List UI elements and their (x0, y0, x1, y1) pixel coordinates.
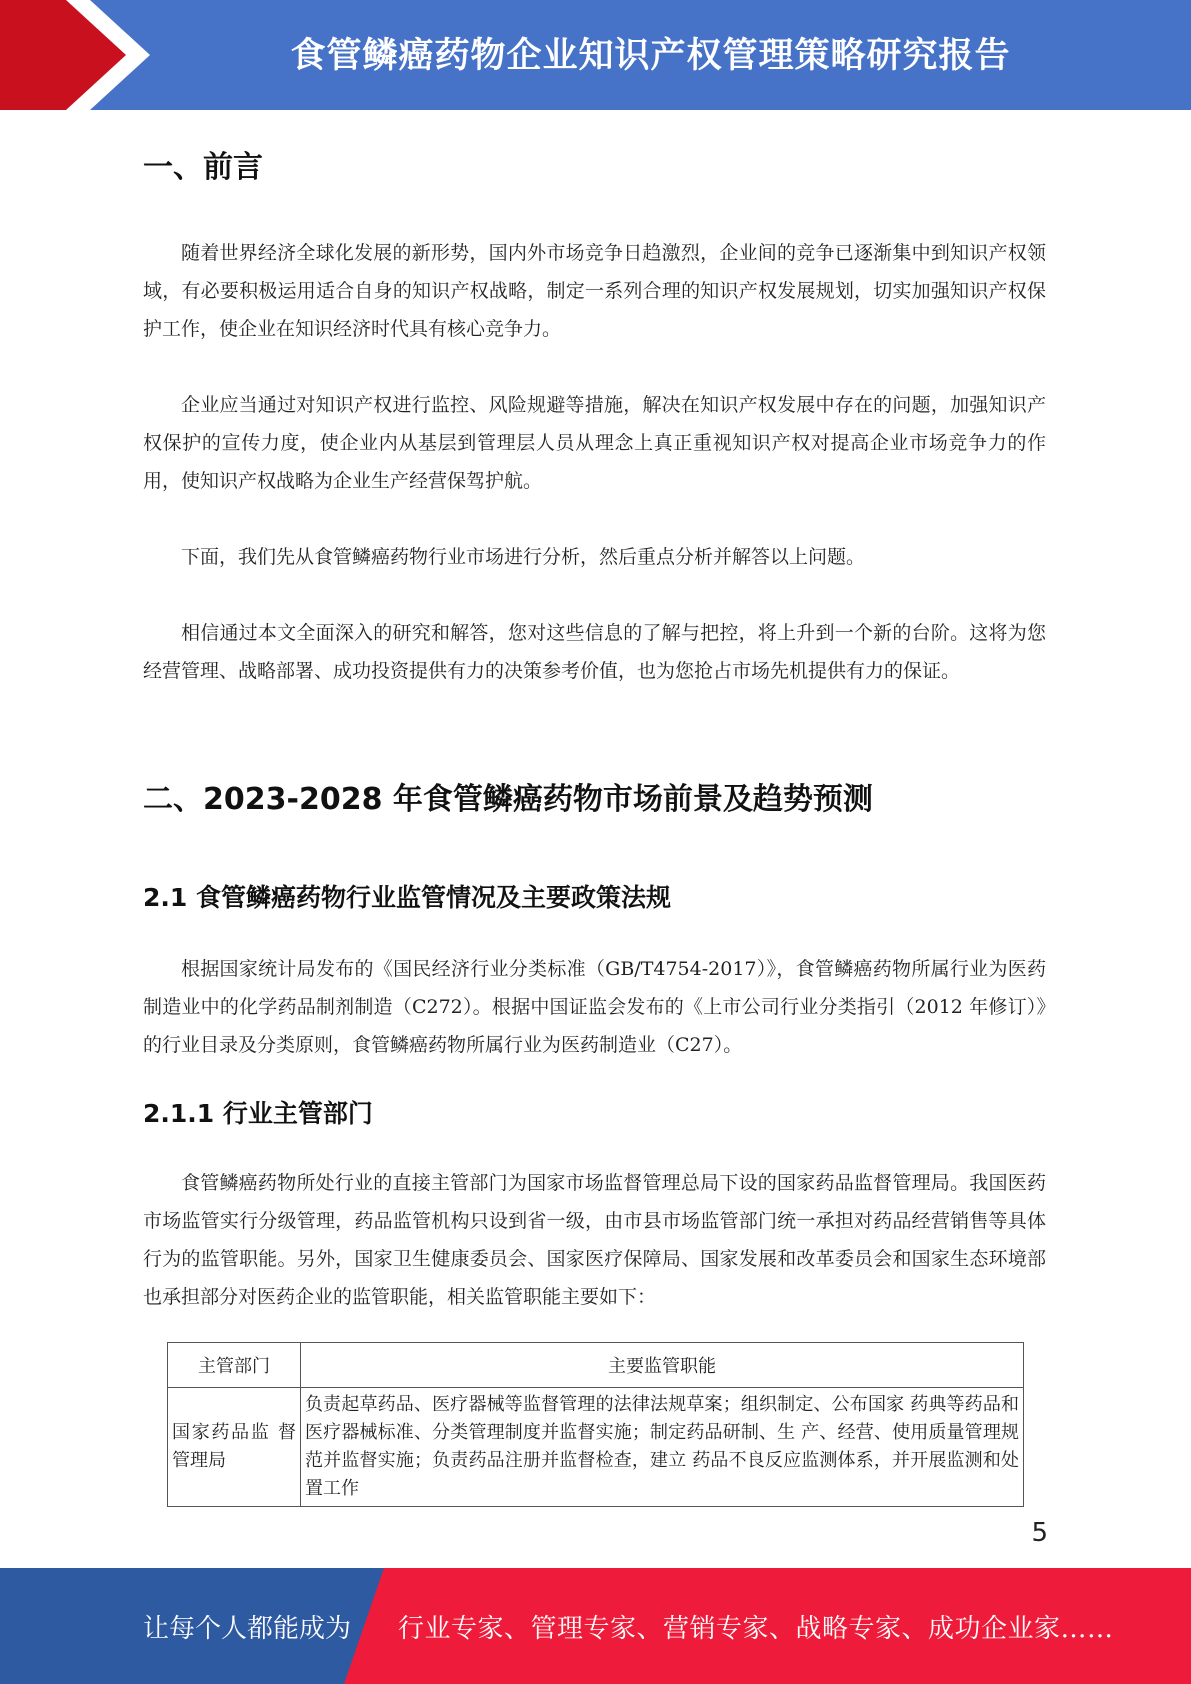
table-header-duty: 主要监管职能 (301, 1343, 1024, 1388)
intro-paragraph-1: 随着世界经济全球化发展的新形势，国内外市场竞争日趋激烈，企业间的竞争已逐渐集中到知识产权领域，有必要积极运用适合自身的知识产权战略，制定一系列合理的知识产权发展规划，切实加强知识产权保护工作，使企业在知识经济时代具有核心竞争力。 (143, 242, 1046, 340)
table-cell-dept: 国家药品监 督管理局 (168, 1388, 301, 1507)
section-2-heading: 二、2023-2028 年食管鳞癌药物市场前景及趋势预测 (143, 782, 873, 817)
intro-paragraph-4: 相信通过本文全面深入的研究和解答，您对这些信息的了解与把控，将上升到一个新的台阶。这将为您经营管理、战略部署、成功投资提供有力的决策参考价值，也为您抢占市场先机提供有力的保证。 (143, 622, 1046, 682)
table-header-row (168, 1343, 1024, 1388)
page-footer (0, 1568, 1191, 1684)
table-header-dept: 主管部门 (168, 1343, 301, 1388)
page-header (0, 0, 1191, 110)
subsection-2-1-1-paragraph: 食管鳞癌药物所处行业的直接主管部门为国家市场监督管理总局下设的国家药品监督管理局。我国医药市场监管实行分级管理，药品监管机构只设到省一级，由市县市场监管部门统一承担对药品经营销售等具体行为的监管职能。另外，国家卫生健康委员会、国家医疗保障局、国家发展和改革委员会和国家生态环境部也承担部分对医药企业的监管职能，相关监管职能主要如下： (143, 1172, 1046, 1308)
regulatory-authorities-table (167, 1342, 1024, 1507)
intro-paragraph-3: 下面，我们先从食管鳞癌药物行业市场进行分析，然后重点分析并解答以上问题。 (181, 546, 866, 568)
subsection-2-1-1-heading: 2.1.1 行业主管部门 (143, 1099, 373, 1128)
intro-paragraph-2: 企业应当通过对知识产权进行监控、风险规避等措施，解决在知识产权发展中存在的问题，加强知识产权保护的宣传力度，使企业内从基层到管理层人员从理念上真正重视知识产权对提高企业市场竞争力的作用，使知识产权战略为企业生产经营保驾护航。 (143, 394, 1046, 492)
report-title: 食管鳞癌药物企业知识产权管理策略研究报告 (290, 36, 1011, 76)
table-cell-duty: 负责起草药品、医疗器械等监督管理的法律法规草案；组织制定、公布国家 药典等药品和医疗器械标准、分类管理制度并监督实施；制定药品研制、生 产、经营、使用质量管理规范并监督实施；负责药品注册并监督检查，建立 药品不良反应监测体系，并开展监测和处置工作 (301, 1388, 1024, 1507)
subsection-2-1-heading: 2.1 食管鳞癌药物行业监管情况及主要政策法规 (143, 883, 671, 912)
footer-slogan-right: 行业专家、管理专家、营销专家、战略专家、成功企业家…… (398, 1614, 1114, 1644)
subsection-2-1-paragraph: 根据国家统计局发布的《国民经济行业分类标准（GB/T4754-2017）》，食管鳞癌药物所属行业为医药制造业中的化学药品制剂制造（C272）。根据中国证监会发布的《上市公司行业分类指引（2012 年修订）》的行业目录及分类原则，食管鳞癌药物所属行业为医药制造业（C27）。 (143, 958, 1046, 1056)
footer-slogan-left: 让每个人都能成为 (143, 1614, 352, 1644)
table-row (168, 1388, 1024, 1507)
page-number: 5 (1031, 1518, 1048, 1548)
section-1-heading: 一、前言 (143, 150, 263, 185)
header-arrow-decoration (0, 0, 160, 110)
